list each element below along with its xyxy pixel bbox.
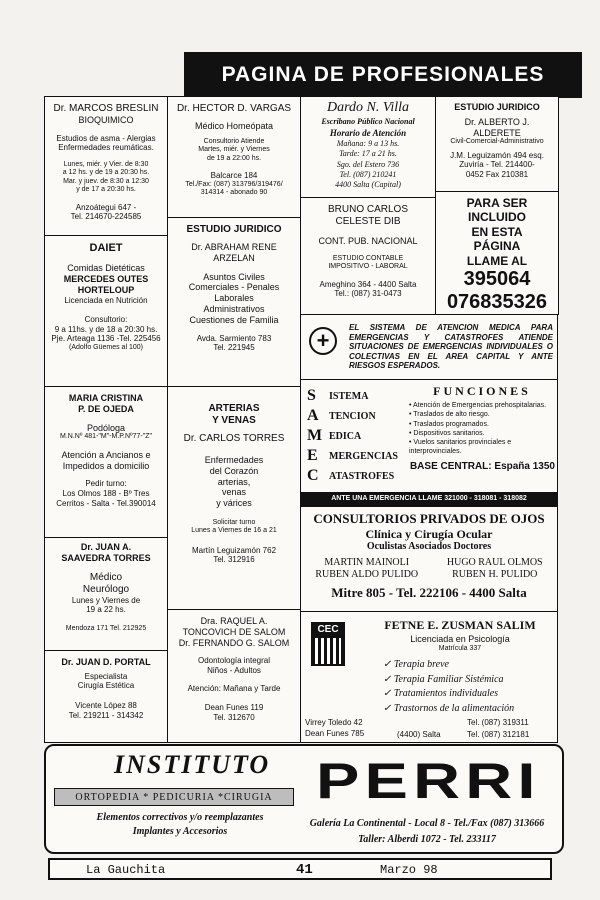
address-1: J.M. Leguizamón 494 esq.: [450, 150, 544, 160]
doctor-name: RUBEN H. PULIDO: [452, 568, 538, 580]
ad-villa: [300, 96, 436, 198]
functions: [409, 384, 555, 473]
doctors-grid: [301, 557, 557, 581]
hours-1: Lunes, miér. y Vier. de 8:30: [63, 160, 149, 168]
phone: Tel. (087) 210241: [339, 169, 397, 179]
therapy-text: Tratamientos individuales: [393, 688, 499, 699]
address-2: Cerritos - Salta - Tel.390014: [56, 498, 156, 508]
doctor-name-1: Dra. RAQUEL A.: [200, 616, 268, 626]
function-item: • Dispositivos sanitarios.: [409, 429, 485, 437]
accountant-name-1: BRUNO CARLOS: [327, 204, 408, 215]
therapy-item: [383, 687, 555, 702]
line-4: PÁGINA: [473, 239, 521, 254]
letter-a: A: [307, 407, 319, 424]
word-sistema: ISTEMA: [329, 390, 369, 402]
address: Ameghino 364 - 4400 Salta: [319, 279, 417, 289]
check-icon: ✓: [383, 673, 394, 685]
specialty-4: venas: [221, 487, 247, 498]
appointment-label: Solicitar turno: [212, 518, 256, 526]
ad-emergency-statement: [300, 314, 558, 380]
issue-date: Marzo 98: [380, 863, 438, 877]
hours: 9 a 11hs. y de 18 a 20:30 hs.: [54, 324, 158, 334]
doctor-name: HUGO RAUL OLMOS: [446, 556, 543, 568]
specialty: Cirugía Estética: [77, 681, 135, 691]
clinic-subtitle-2: Oculistas Asociados Doctores: [366, 540, 492, 552]
letter-e: E: [307, 447, 318, 464]
slogan-1: Elementos correctivos y/o reemplazantes: [96, 812, 264, 823]
lawyer-name-2: ARZELAN: [213, 252, 255, 263]
services-band: ORTOPEDIA * PEDICURIA *CIRUGIA: [54, 788, 294, 806]
ad-torres: [167, 386, 301, 610]
heading-1: ARTERIAS: [208, 403, 260, 414]
hours-4: y de 17 a 20:30 hs.: [76, 186, 136, 194]
hours: Lunes a Viernes de 16 a 21: [191, 527, 277, 535]
hours-2: 19 a 22 hs.: [86, 605, 126, 615]
reference: (Adolfo Güemes al 100): [69, 343, 143, 351]
doctor-name-2: TONCOVICH DE SALOM: [182, 626, 286, 637]
hours: Atención: Mañana y Tarde: [187, 683, 281, 693]
doctor-name: MARTIN MAINOLI: [324, 556, 410, 568]
line-5: LLAME AL: [466, 253, 528, 268]
emergency-phones: ANTE UNA EMERGENCIA LLAME 321000 - 318081 - 318082: [301, 492, 557, 506]
specialty-2: Niños - Adultos: [207, 665, 261, 675]
function-text: Traslados programados.: [413, 420, 489, 428]
function-item: • Traslados de alto riesgo.: [409, 411, 490, 419]
hours-3: Mar. y juev. de 8:30 a 12:30: [63, 177, 149, 185]
area-1: Asuntos Civiles: [203, 271, 265, 282]
address-2: Zuviría - Tel. 214400-: [459, 160, 535, 170]
person-title: Licenciada en Nutrición: [64, 295, 148, 305]
specialty-1: Enfermedades: [204, 455, 264, 465]
emergency-text: EL SISTEMA DE ATENCION MEDICA PARA EMERGENCIAS Y CATASTROFES ATIENDE SITUACIONES DE EMERGENCIAS INDIVIDUALES O COLECTIVAS EN EL AREA CAPITAL Y ANTE RIESGOS ESPERADOS.: [349, 323, 553, 371]
specialty-1: ESTUDIO CONTABLE: [332, 254, 404, 262]
area-4: Administrativos: [203, 303, 265, 314]
doctor-name-3: Dr. FERNANDO G. SALOM: [178, 637, 290, 648]
license: M.N.Nº 481-"M"-M.P.Nº77-"Z": [60, 433, 152, 441]
function-item: • Atención de Emergencias prehospitalarias.: [409, 402, 547, 410]
phone-1: 395064: [463, 267, 531, 290]
heading-2: Y VENAS: [212, 415, 256, 426]
word-atencion: TENCION: [329, 410, 376, 422]
therapy-text: Terapia breve: [393, 659, 449, 670]
check-icon: ✓: [383, 702, 394, 714]
specialty-1: Atención a Ancianos e: [61, 449, 151, 460]
ad-vargas: [167, 96, 301, 218]
ad-consultorios-ojos: [300, 506, 558, 612]
address: Mendoza 171 Tel. 212925: [65, 624, 147, 632]
ad-para-ser-incluido: [435, 191, 559, 315]
lawyer-name-1: Dr. ALBERTO J.: [464, 116, 530, 127]
area-2: Comerciales - Penales: [188, 282, 280, 293]
page-number: 41: [296, 862, 313, 878]
ad-ojeda: [44, 386, 168, 538]
specialty-2: IMPOSITIVO - LABORAL: [328, 263, 408, 271]
hours-2: de 19 a 22:00 hs.: [206, 154, 262, 162]
phone: Tel. 219211 - 314342: [68, 710, 144, 720]
ad-same: [300, 379, 558, 507]
doctor-title: Médico Homeópata: [194, 121, 274, 131]
heading: ESTUDIO JURIDICO: [454, 102, 540, 112]
hours-1: Martes, miér. y Viernes: [198, 146, 270, 154]
hours-2: a 12 hs. y de 19 a 20:30 hs.: [62, 169, 150, 177]
doctor-name: RUBEN ALDO PULIDO: [315, 568, 419, 580]
area-3: Laborales: [214, 293, 254, 304]
address: Dean Funes 119: [204, 703, 264, 713]
address: Martín Leguizamón 762: [191, 545, 277, 555]
line-1: PARA SER: [466, 196, 528, 210]
license: Matrícula 337: [438, 645, 482, 652]
phone-1: Tel. (087) 319311: [467, 718, 529, 727]
phone-2: 314314 - abonado 90: [200, 188, 268, 196]
phone-2: 076835326: [446, 290, 548, 313]
function-text: Vuelos sanitarios provinciales e interprovinciales.: [409, 438, 512, 455]
functions-list: [409, 401, 555, 456]
address: Sgo. del Estero 736: [336, 160, 400, 170]
address: Vicente López 88: [75, 700, 137, 710]
ad-fetne: [300, 611, 558, 743]
clinic-subtitle: Clínica y Cirugía Ocular: [365, 526, 493, 541]
specialty: Civil-Comercial-Administrativo: [450, 138, 544, 146]
address-1: Virrey Toledo 42: [305, 718, 363, 727]
doctor-name: Dr. MARCOS BRESLIN: [53, 103, 159, 114]
word-catastrofes: ATASTROFES: [329, 470, 395, 482]
cec-logo: [311, 622, 345, 666]
ad-instituto-perri: [44, 744, 564, 854]
ad-daiet: [44, 235, 168, 387]
notary-name: Dardo N. Villa: [326, 100, 410, 115]
office-label: Consultorio:: [84, 315, 128, 325]
institute-label: INSTITUTO: [114, 750, 271, 779]
phone: Tel. 312670: [213, 712, 255, 722]
function-item: • Traslados programados.: [409, 420, 489, 428]
person-name-1: MERCEDES OUTES: [63, 273, 149, 284]
clinic-title: CONSULTORIOS PRIVADOS DE OJOS: [313, 511, 545, 526]
doctor-name: Dr. HECTOR D. VARGAS: [176, 103, 292, 114]
attention-label: Consultorio Atiende: [203, 137, 265, 145]
cec-stripes-icon: [315, 638, 341, 664]
notary-title: Escribano Público Nacional: [321, 116, 415, 126]
ad-salom: [167, 609, 301, 743]
accountant-name-2: CELESTE DIB: [335, 216, 401, 227]
psychologist-title: Licenciada en Psicología: [410, 634, 510, 644]
business-name: DAIET: [89, 242, 123, 254]
doctor-title-2: Neurólogo: [82, 583, 130, 595]
doctor-title: Especialista: [84, 671, 128, 681]
person-name-1: MARIA CRISTINA: [68, 393, 144, 403]
function-text: Traslados de alto riesgo.: [413, 411, 490, 419]
address: Galería La Continental - Local 8 - Tel./Fax (087) 313666: [309, 818, 545, 829]
line-2: INCLUIDO: [468, 210, 526, 225]
person-name-2: HORTELOUP: [77, 284, 135, 295]
address: Anzoátegui 647 -: [75, 202, 137, 212]
therapy-text: Terapia Familiar Sistémica: [393, 673, 504, 685]
specialty-3: arterias,: [217, 476, 251, 487]
person-title: Podóloga: [86, 422, 126, 433]
phone-2: Tel. (087) 312181: [467, 730, 530, 739]
therapy-item: [383, 658, 555, 673]
phone: Tel.: (087) 31-0473: [334, 289, 402, 299]
appointment-label: Pedir turno:: [85, 479, 127, 489]
therapy-text: Trastornos de la alimentación: [393, 702, 515, 714]
doctor-title-1: Médico: [89, 571, 123, 583]
cec-logo-text: CEC: [317, 624, 339, 635]
magazine-name: La Gauchita: [86, 863, 166, 877]
letter-c: C: [307, 467, 319, 484]
address: Pje. Arteaga 1136 -Tel. 225456: [51, 334, 161, 344]
phone: Tel. 214670-224585: [70, 212, 142, 222]
page-footer: [48, 858, 552, 880]
ad-dib: [300, 197, 436, 315]
ad-breslin: [44, 96, 168, 236]
medical-cross-icon: +: [309, 327, 337, 355]
ad-arzelan: [167, 217, 301, 387]
word-emergencias: MERGENCIAS: [329, 450, 398, 462]
area-5: Cuestiones de Familia: [189, 314, 279, 325]
phone: Tel. 312916: [213, 555, 255, 565]
word-medica: EDICA: [329, 430, 362, 442]
specialty-5: y várices: [216, 498, 252, 509]
ad-saavedra: [44, 537, 168, 651]
address-2: Dean Funes 785: [305, 729, 365, 738]
letter-s: S: [307, 387, 316, 404]
doctor-name-1: Dr. JUAN A.: [80, 542, 132, 552]
hours-1: Mañana: 9 a 13 hs.: [336, 139, 400, 149]
slogan-2: Implantes y Accesorios: [132, 826, 228, 837]
same-acronym: [307, 386, 411, 486]
hours-2: Tarde: 17 a 21 hs.: [339, 148, 397, 158]
address: Balcarce 184: [210, 170, 258, 180]
specialty: Estudios de asma - Alergias: [56, 133, 156, 143]
specialty: Comidas Dietéticas: [67, 263, 145, 274]
therapy-item: [383, 673, 555, 688]
letter-m: M: [307, 427, 323, 444]
therapies-list: [383, 658, 555, 716]
hours-title: Horario de Atención: [329, 128, 407, 139]
functions-title: FUNCIONES: [433, 384, 531, 398]
specialty-2: del Corazón: [209, 465, 259, 476]
brand-name: PERRI: [316, 753, 541, 809]
person-name-2: P. DE OJEDA: [78, 403, 134, 414]
specialty-2: Impedidos a domicilio: [62, 460, 150, 471]
hours-1: Lunes y Viernes de: [71, 595, 141, 605]
city: 4400 Salta (Capital): [335, 179, 401, 189]
function-text: Atención de Emergencias prehospitalarias.: [413, 402, 547, 410]
address-3: 0452 Fax 210381: [465, 169, 529, 179]
address-1: Los Olmos 188 - Bº Tres: [62, 488, 150, 498]
ad-alderete: [435, 96, 559, 192]
lawyer-name-1: Dr. ABRAHAM RENE: [191, 242, 277, 252]
workshop-address: Taller: Alberdi 1072 - Tel. 233117: [358, 834, 496, 845]
phone-1: Tel./Fax: (087) 313796/319476/: [185, 180, 283, 188]
doctor-name-2: SAAVEDRA TORRES: [61, 552, 151, 563]
base-central: BASE CENTRAL: España 1350: [409, 460, 555, 472]
city: (4400) Salta: [397, 730, 441, 739]
phone: Tel. 221945: [213, 343, 255, 353]
page-title: PAGINA DE PROFESIONALES: [184, 52, 582, 98]
ad-portal: [44, 650, 168, 743]
specialty-1: Odontología integral: [197, 656, 271, 666]
specialty-2: Enfermedades reumáticas.: [58, 143, 154, 153]
clinic-address: Mitre 805 - Tel. 222106 - 4400 Salta: [331, 584, 527, 600]
therapy-item: [383, 702, 555, 717]
function-text: Dispositivos sanitarios.: [413, 429, 485, 437]
address: Avda. Sarmiento 783: [196, 333, 272, 343]
function-item: • Vuelos sanitarios provinciales e interprovinciales.: [409, 438, 512, 455]
doctor-title: BIOQUIMICO: [78, 115, 134, 125]
lawyer-name-2: ALDERETE: [473, 127, 521, 138]
heading: ESTUDIO JURIDICO: [186, 224, 282, 235]
check-icon: ✓: [383, 659, 394, 670]
psychologist-name: FETNE E. ZUSMAN SALIM: [384, 618, 536, 632]
doctor-name: Dr. CARLOS TORRES: [183, 433, 285, 444]
doctor-name: Dr. JUAN D. PORTAL: [61, 657, 151, 667]
accountant-title: CONT. PUB. NACIONAL: [318, 236, 418, 246]
line-3: EN ESTA: [471, 224, 523, 239]
check-icon: ✓: [383, 688, 394, 699]
